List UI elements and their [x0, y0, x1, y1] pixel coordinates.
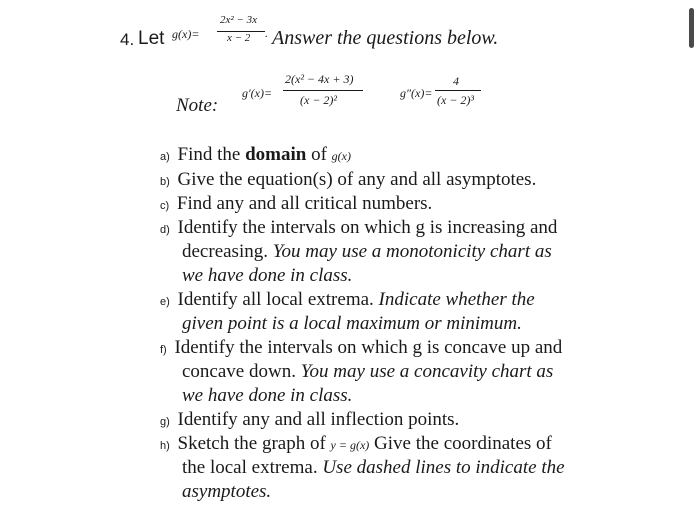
let-word: Let [138, 28, 165, 49]
question-f-line3: we have done in class. [182, 385, 353, 406]
question-text: the local extrema. [182, 457, 323, 478]
inline-math: y = g(x) [330, 438, 370, 452]
question-d [160, 216, 557, 242]
question-label: f) [160, 344, 167, 356]
question-e-line2: given point is a local maximum or minimum. [182, 313, 522, 334]
problem-number: 4. [120, 30, 135, 49]
question-text: Give the equation(s) of any and all asymptotes. [177, 169, 537, 190]
question-d-line3: we have done in class. [182, 265, 353, 286]
g-trailing-dot: . [265, 26, 268, 40]
question-label: d) [160, 224, 170, 236]
g-lhs: g(x)= [172, 27, 200, 41]
question-a [160, 143, 351, 169]
question-e [160, 288, 535, 314]
gdoubleprime-denominator: (x − 2)³ [437, 93, 475, 107]
question-text-bold: domain [245, 144, 307, 165]
gprime-numerator: 2(x² − 4x + 3) [285, 72, 354, 86]
gprime-fraction-bar [283, 90, 363, 91]
question-f [160, 336, 562, 362]
note-label: Note: [176, 95, 219, 116]
question-label: b) [160, 176, 170, 188]
question-text: Identify the intervals on which g is increasing and [177, 217, 558, 238]
question-b [160, 168, 536, 194]
question-text: Find any and all critical numbers. [176, 193, 433, 214]
question-label: g) [160, 416, 170, 428]
question-label: c) [160, 200, 170, 212]
question-h-line3: asymptotes. [182, 481, 272, 502]
question-text: decreasing. [182, 241, 273, 262]
question-text: Identify any and all inflection points. [177, 409, 460, 430]
question-text: of [311, 144, 332, 165]
question-text: Sketch the graph of [177, 433, 331, 454]
question-label: e) [160, 296, 170, 308]
inline-math: g(x) [331, 149, 351, 163]
gprime-denominator: (x − 2)² [300, 93, 338, 107]
question-label: a) [160, 151, 170, 163]
question-c [160, 192, 432, 218]
question-f-line2 [182, 360, 553, 384]
question-text: Find the [177, 144, 246, 165]
question-text-italic: Use dashed lines to indicate the [322, 457, 565, 478]
gdoubleprime-numerator: 4 [453, 74, 459, 88]
gdoubleprime-lhs: g″(x)= [400, 86, 433, 100]
question-g [160, 408, 459, 434]
question-d-line2 [182, 240, 552, 264]
question-h [160, 432, 552, 458]
g-numerator: 2x² − 3x [220, 14, 257, 26]
gdoubleprime-fraction-bar [435, 90, 481, 91]
question-text-italic: You may use a monotonicity chart as [272, 241, 552, 262]
instruction: Answer the questions below. [272, 27, 499, 49]
question-text-italic: You may use a concavity chart as [300, 361, 554, 382]
question-text: Identify the intervals on which g is concave up and [174, 337, 563, 358]
g-denominator: x − 2 [227, 32, 251, 44]
question-text-italic: Indicate whether the [378, 289, 535, 310]
question-text: Identify all local extrema. [177, 289, 379, 310]
question-label: h) [160, 440, 170, 452]
scrollbar[interactable] [689, 8, 694, 48]
question-text: Give the coordinates of [369, 433, 552, 454]
question-text: concave down. [182, 361, 301, 382]
gprime-lhs: g′(x)= [242, 86, 273, 100]
question-h-line2 [182, 456, 565, 480]
